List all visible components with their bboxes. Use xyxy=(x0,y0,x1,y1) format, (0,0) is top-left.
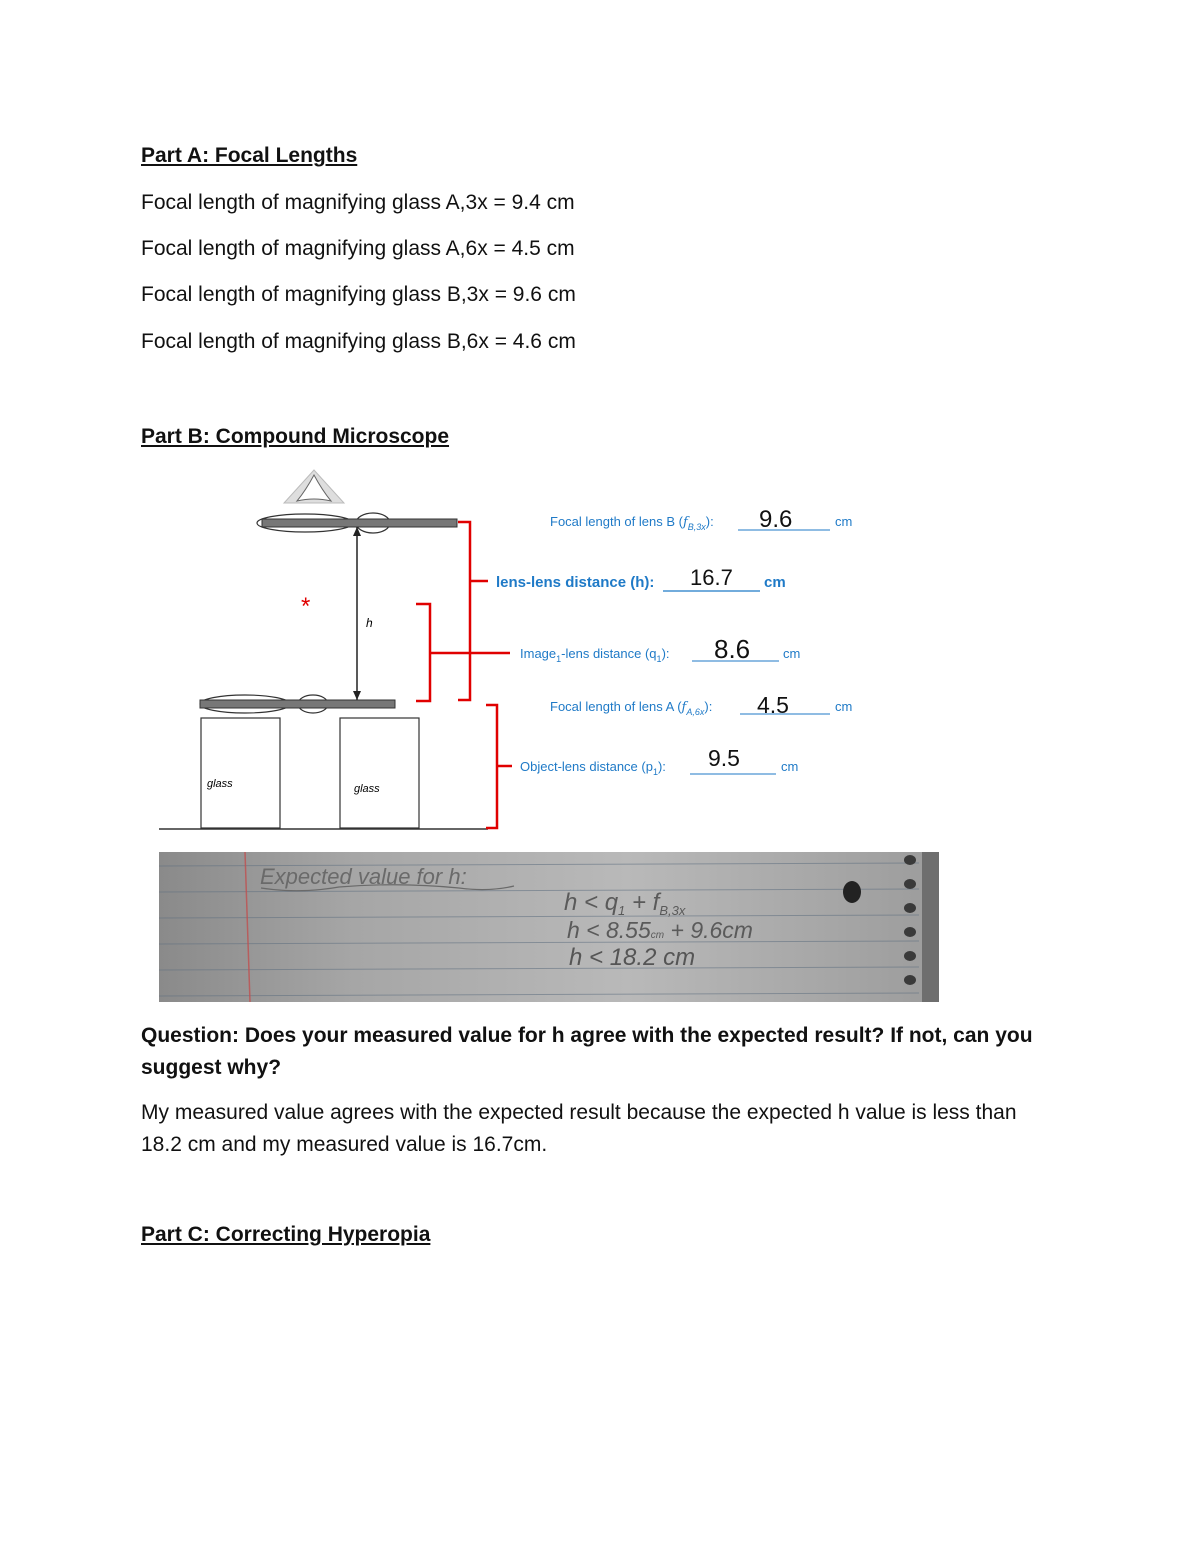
microscope-diagram xyxy=(0,460,1200,850)
lens-a-assembly xyxy=(200,695,395,713)
image-distance-value: 8.6 xyxy=(714,634,751,664)
svg-text:Focal length of lens A (fA,6x): Focal length of lens A $(f_{A,6x})$: xyxy=(550,699,713,717)
focal-length-a-3x: Focal length of magnifying glass A,3x = 9.4 cm xyxy=(141,191,575,214)
object-distance-unit: cm xyxy=(781,759,799,774)
focal-length-a-6x: Focal length of magnifying glass A,6x = 4.5 cm xyxy=(141,237,575,260)
focal-length-b-6x: Focal length of magnifying glass B,6x = 4.6 cm xyxy=(141,330,576,353)
notebook-photo xyxy=(159,852,939,1002)
eye-icon xyxy=(284,470,344,503)
image-distance-field xyxy=(520,634,800,664)
notebook-line1: $h < q_1 + f_{B,3x}$ xyxy=(564,889,686,918)
star-marker: * xyxy=(301,593,311,620)
notebook-title: Expected value for h: xyxy=(260,864,467,889)
bracket-h xyxy=(458,522,470,700)
red-brackets xyxy=(416,522,512,828)
part-b-heading: Part B: Compound Microscope xyxy=(141,425,450,448)
glass-left-label: glass xyxy=(207,778,233,790)
lens-distance-field xyxy=(496,565,786,591)
object-distance-field xyxy=(520,745,798,777)
svg-text:Object-lens distance (p1):: Object-lens distance $(p_1)$: xyxy=(520,759,666,777)
glass-right-label: glass xyxy=(354,783,380,795)
notebook-line2: h < 8.55cm + 9.6cm xyxy=(567,917,753,943)
focal-b-unit: cm xyxy=(835,514,853,529)
h-label: h xyxy=(366,616,373,630)
svg-text:Image1-lens distance (q1):: Image$_1$-lens distance $(q_1)$: xyxy=(520,646,670,664)
bracket-q1 xyxy=(416,604,430,701)
h-arrow xyxy=(353,527,361,700)
answer-text: My measured value agrees with the expected result because the expected h value is less than 18.2 cm and my measured value is 16.7cm. xyxy=(141,1101,1017,1156)
question-text: Question: Does your measured value for h agree with the expected result? If not, can you suggest why? xyxy=(141,1024,1033,1079)
part-c-heading: Part C: Correcting Hyperopia xyxy=(141,1223,431,1246)
part-a-heading: Part A: Focal Lengths xyxy=(141,144,358,167)
focal-b-value: 9.6 xyxy=(759,506,793,533)
glass-left xyxy=(201,718,280,828)
focal-length-b-3x: Focal length of magnifying glass B,3x = 9.6 cm xyxy=(141,283,576,306)
svg-text:Focal length of lens B (fB,3x): Focal length of lens B $(f_{B,3x})$: xyxy=(550,514,714,532)
focal-a-unit: cm xyxy=(835,699,853,714)
focal-a-value: 4.5 xyxy=(757,692,789,718)
object-distance-value: 9.5 xyxy=(708,745,740,771)
notebook-line3: h < 18.2 cm xyxy=(569,944,696,971)
image-distance-unit: cm xyxy=(783,646,801,661)
focal-b-field xyxy=(550,506,852,533)
lens-distance-label: lens-lens distance (h): xyxy=(496,574,655,591)
glass-right xyxy=(340,718,419,828)
lens-distance-value: 16.7 xyxy=(690,565,733,590)
lens-distance-unit: cm xyxy=(764,574,786,591)
bracket-p1 xyxy=(486,705,497,828)
focal-a-field xyxy=(550,692,852,718)
hole-punch xyxy=(843,881,861,903)
